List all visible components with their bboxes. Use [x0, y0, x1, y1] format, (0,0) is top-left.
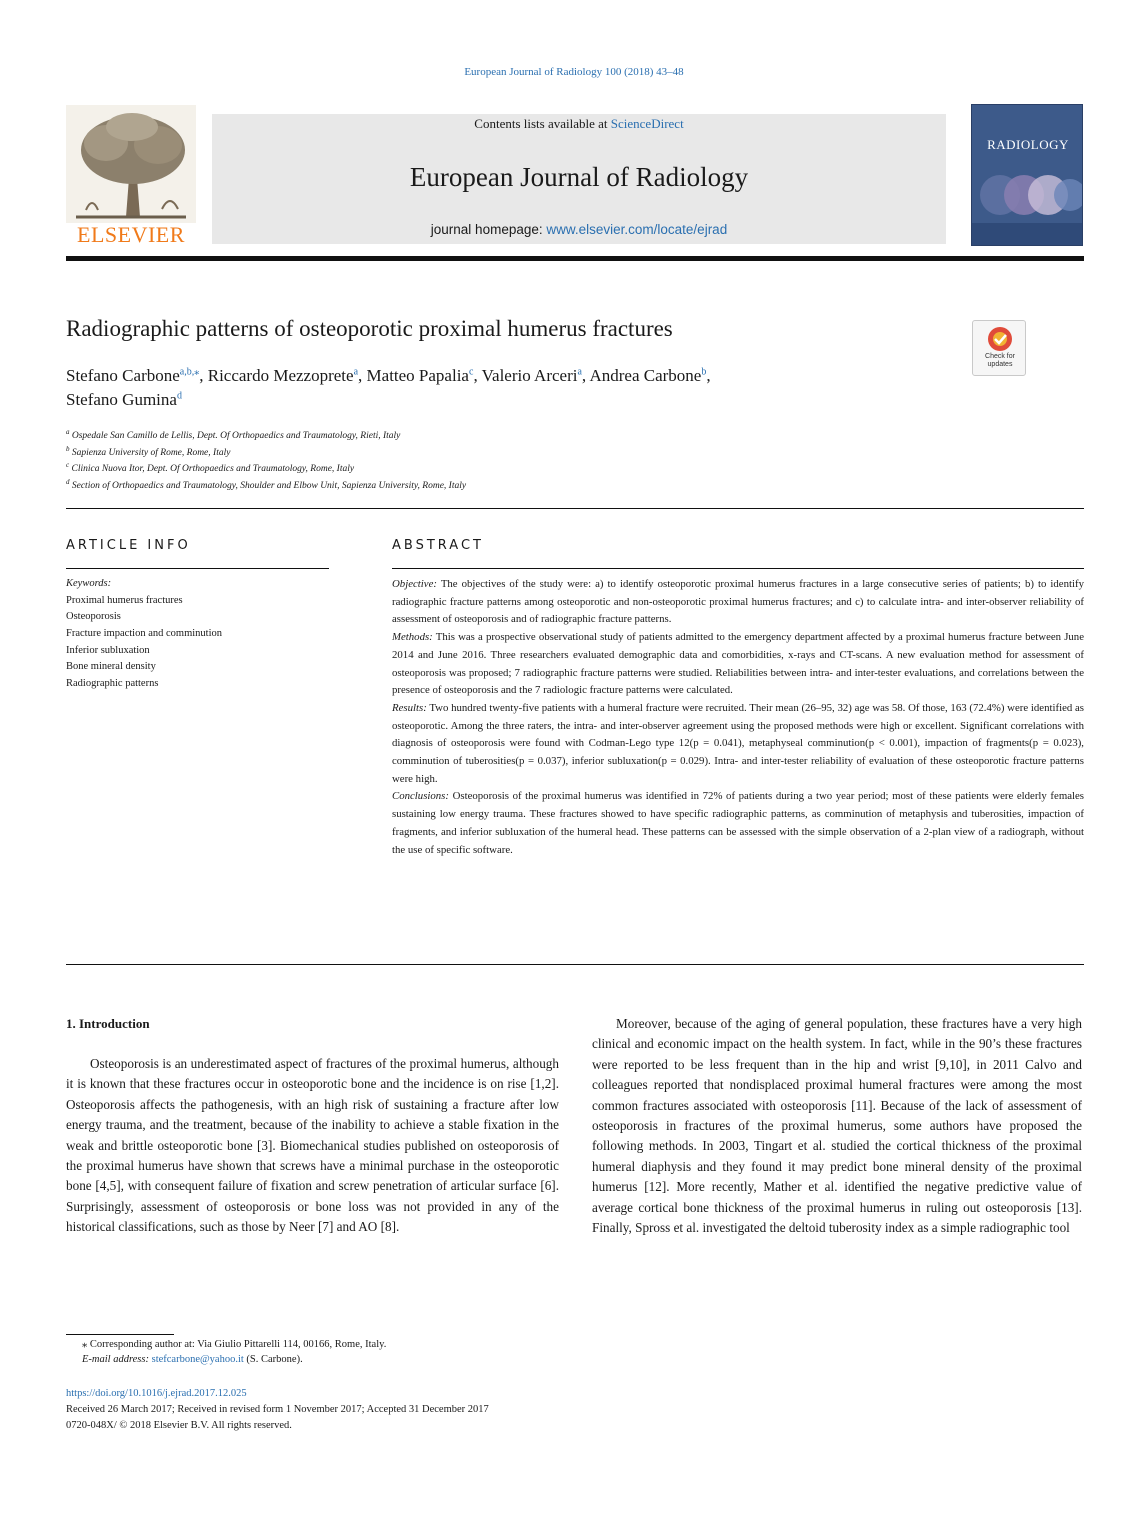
abstract-heading: ABSTRACT	[392, 538, 484, 553]
introduction-paragraph: Moreover, because of the aging of general population, these fractures have a very high clinical and economic impact on the health system. In fact, while in the 90’s these fractures were reported to be less frequent than in the hip and wrist [9,10], in 2011 Calvo and colleagues reported that nondisplaced proximal humeral fractures were among the most common fractures associated with osteoporosis [11]. Because of the lack of assessment of osteoporosis in fractures of the proximal humerus, some authors have proposed the following methods. In 2003, Tingart et al. studied the cortical thickness of the proximal humeral diaphysis and they found it may predict bone mineral density of the proximal humerus [12]. More recently, Mather et al. identified the negative predictive value of average cortical bone thickness of the proximal humerus in ruling out osteoporosis [13]. Finally, Spross et al. investigated the deltoid tuberosity index as a simple radiographic tool	[592, 1016, 1082, 1236]
author-name[interactable]: Andrea Carbone	[589, 366, 702, 385]
author-separator: ,	[358, 366, 367, 385]
keyword-item: Osteoporosis	[66, 611, 121, 622]
keywords-heading: Keywords:	[66, 578, 112, 589]
received-dates: Received 26 March 2017; Received in revised form 1 November 2017; Accepted 31 December 2017	[66, 1404, 489, 1415]
affiliation-mark: c	[66, 461, 70, 469]
keyword-item: Bone mineral density	[66, 661, 156, 672]
affiliation-text: Clinica Nuova Itor, Dept. Of Orthopaedics and Traumatology, Rome, Italy	[71, 464, 355, 475]
doi-link[interactable]: https://doi.org/10.1016/j.ejrad.2017.12.025	[66, 1388, 247, 1399]
cover-title: RADIOLOGY	[987, 137, 1069, 152]
crossmark-label-line1: Check for	[985, 353, 1015, 360]
article-info-heading: ARTICLE INFO	[66, 538, 191, 553]
corresponding-author-note: ⁎ Corresponding author at: Via Giulio Pittarelli 114, 00166, Rome, Italy.	[82, 1339, 387, 1350]
objective-label: Objective:	[392, 578, 437, 590]
author-affiliation-mark[interactable]: a	[353, 366, 359, 378]
abstract-methods	[392, 629, 1084, 700]
author-separator: ,	[473, 366, 482, 385]
contents-line	[212, 116, 946, 132]
abstract-results	[392, 700, 1084, 789]
introduction-heading: 1. Introduction	[66, 1016, 150, 1031]
abstract-conclusions	[392, 788, 1084, 859]
contents-prefix: Contents lists available at	[474, 116, 611, 131]
article-info-rule	[66, 568, 329, 569]
email-note	[82, 1354, 303, 1365]
journal-reference[interactable]: European Journal of Radiology 100 (2018) 43–48	[464, 66, 684, 78]
author-affiliation-mark[interactable]: d	[176, 390, 182, 402]
homepage-link[interactable]: www.elsevier.com/locate/ejrad	[546, 222, 728, 237]
methods-label: Methods:	[392, 631, 433, 644]
abstract-rule	[392, 568, 1084, 569]
affiliation	[66, 445, 230, 458]
affiliation	[66, 478, 466, 491]
objective-text: The objectives of the study were: a) to identify osteoporotic proximal humerus fractures in a large consecutive series of patients; b) to identify radiographic fracture patterns among osteoporotic and non-osteoporotic proximal humerus fractures; and c) to calculate intra- and inter-observer reliability of assessment of osteoporosis and of radiographic fracture patterns.	[392, 578, 1084, 626]
affiliation	[66, 428, 400, 441]
section-rule	[66, 508, 1084, 509]
author-separator: ,	[199, 366, 208, 385]
author-affiliation-mark[interactable]: c	[468, 366, 474, 378]
keyword-item: Fracture impaction and comminution	[66, 628, 223, 639]
author-name[interactable]: Valerio Arceri	[481, 366, 578, 385]
conclusions-text: Osteoporosis of the proximal humerus was identified in 72% of patients during a two year period; most of these patients were elderly females sustaining low energy trauma. These fractures showed to have specific radiographic patterns, as comminution of metaphysis and tuberosities, impaction of fragments, and inferior subluxation of the humeral head. These patterns can be assessed with the simple observation of a 2-plan view of a radiograph, without the use of specific software.	[392, 790, 1085, 856]
affiliation-mark: d	[66, 478, 70, 486]
footnote-rule	[66, 1334, 174, 1335]
homepage-prefix: journal homepage:	[430, 222, 547, 237]
copyright-line: 0720-048X/ © 2018 Elsevier B.V. All rights reserved.	[66, 1420, 292, 1431]
affiliation-mark: b	[66, 445, 70, 453]
author-separator: ,	[706, 366, 711, 385]
keyword-item: Radiographic patterns	[66, 678, 159, 689]
keyword-item: Proximal humerus fractures	[66, 595, 183, 606]
keyword-item: Inferior subluxation	[66, 645, 150, 656]
abstract-objective	[392, 576, 1084, 629]
affiliation-text: Section of Orthopaedics and Traumatology, Shoulder and Elbow Unit, Sapienza University, Rome, Italy	[71, 481, 467, 492]
paper-title: Radiographic patterns of osteoporotic proximal humerus fractures	[66, 316, 673, 341]
section-rule	[66, 964, 1084, 965]
publisher-name: ELSEVIER	[77, 222, 185, 247]
email-suffix: (S. Carbone).	[243, 1354, 303, 1365]
affiliation-mark: a	[66, 428, 70, 436]
author-name[interactable]: Stefano Carbone	[66, 366, 180, 385]
affiliation-text: Sapienza University of Rome, Rome, Italy	[71, 448, 231, 459]
affiliation	[66, 461, 354, 474]
author-affiliation-mark[interactable]: a,b,⁎	[179, 366, 200, 378]
journal-title: European Journal of Radiology	[409, 162, 749, 192]
author-affiliation-mark[interactable]: b	[701, 366, 707, 378]
email-label: E-mail address:	[82, 1354, 152, 1365]
journal-cover[interactable]	[971, 104, 1083, 246]
methods-text: This was a prospective observational study of patients admitted to the emergency department affected by a proximal humerus fracture between June 2014 and June 2016. Three researchers evaluated demographic data and comorbidities, x-rays and CT-scans. A new evaluation method for assessment of osteoporosis was proposed; 7 radiographic fracture patterns were studied. Reliabilities between intra- and inter-tester evaluations, and correlations between the presence of osteoporosis and the 7 radiologic fracture patterns were calculated.	[392, 631, 1084, 697]
results-label: Results:	[392, 701, 427, 714]
conclusions-label: Conclusions:	[392, 790, 449, 803]
author-separator: ,	[581, 366, 590, 385]
results-text: Two hundred twenty-five patients with a humeral fracture were recruited. Their mean (26–95, 32) age was 58. Of those, 163 (72.4%) were identified as osteoporotic. Among the three raters, the intra- and inter-observer agreement using the proposed methods were high or excellent. Significant correlations with diagnosis of osteoporosis were found with Codman-Lego type 12(p = 0.041), metaphyseal comminution(p < 0.001), impaction of fragments(p = 0.023), comminution of tuberosities(p = 0.037), inferior subluxation(p = 0.029). Intra- and inter-tester reliability of evaluation of these osteoporotic fracture patterns were high.	[392, 701, 1084, 785]
abstract-body	[392, 576, 1084, 859]
affiliation-text: Ospedale San Camillo de Lellis, Dept. Of Orthopaedics and Traumatology, Rieti, Italy	[71, 431, 401, 442]
author-name[interactable]: Matteo Papalia	[366, 366, 469, 385]
sciencedirect-link[interactable]: ScienceDirect	[610, 116, 684, 131]
author-name[interactable]: Stefano Gumina	[66, 390, 177, 409]
author-name[interactable]: Riccardo Mezzoprete	[207, 366, 354, 385]
email-link[interactable]: stefcarbone@yahoo.it	[151, 1354, 244, 1365]
crossmark-label-line2: updates	[987, 361, 1013, 368]
authors-line	[66, 390, 182, 410]
header-rule	[66, 256, 1084, 261]
introduction-paragraph: Osteoporosis is an underestimated aspect of fractures of the proximal humerus, although it is known that these fractures occur in osteoporotic bone and the incidence is on rise [1,2]. Osteoporosis affects the pathogenesis, with an high risk of sustaining a fracture after low energy trauma, and the treatment, because of the inability to achieve a stable fixation in the weak and brittle osteoporotic bone [3]. Biomechanical studies published on osteoporosis of the proximal humerus have shown that screws have a minimal purchase in the osteoporotic bone [4,5], with consequent failure of fixation and screw penetration of articular surface [6]. Surprisingly, assessment of osteoporosis or bone loss was not provided in any of the historical classifications, such as those by Neer [7] and AO [8].	[66, 1056, 559, 1235]
crossmark-icon	[986, 325, 1014, 353]
crossmark-label	[973, 353, 1027, 369]
check-for-updates-badge[interactable]	[972, 320, 1026, 376]
homepage-line	[212, 222, 946, 237]
cover-art	[972, 105, 1083, 246]
author-affiliation-mark[interactable]: a	[577, 366, 582, 378]
authors-line	[66, 366, 711, 386]
